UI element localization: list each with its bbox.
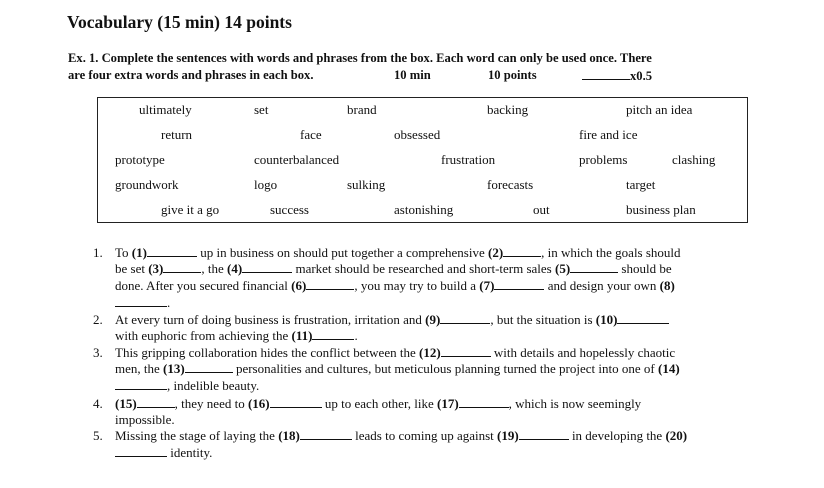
score-blank[interactable] [582, 68, 630, 80]
time-label: 10 min [394, 68, 431, 82]
sentence-line [115, 345, 675, 360]
blank-number: (12) [418, 345, 441, 360]
blank-number: (6) [291, 278, 307, 293]
sentence-line [115, 445, 212, 460]
answer-blank[interactable] [617, 312, 669, 324]
page-title: Vocabulary (15 min) 14 points [67, 12, 292, 32]
sentence-text: , in which the goals should [541, 245, 681, 260]
blank-number: (9) [425, 312, 441, 327]
sentence-line [115, 412, 175, 427]
answer-blank[interactable] [242, 261, 292, 273]
word-box-item: brand [347, 102, 377, 117]
blank-number: (13) [163, 361, 185, 376]
sentence-line [115, 295, 170, 310]
instruction-line-2: are four extra words and phrases in each box. [68, 68, 314, 82]
sentence-text: done. After you secured financial [115, 278, 292, 293]
answer-blank[interactable] [306, 278, 354, 290]
answer-blank[interactable] [570, 261, 618, 273]
sentence-text: leads to coming up against [351, 428, 498, 443]
word-box-item: out [533, 202, 550, 217]
item-number: 3. [93, 345, 103, 360]
item-number: 5. [93, 428, 103, 443]
answer-blank[interactable] [185, 361, 233, 373]
sentence-line [115, 261, 672, 276]
blank-number: (19) [497, 428, 519, 443]
blank-number: (16) [247, 396, 270, 411]
answer-blank[interactable] [300, 428, 352, 440]
sentence-text: , but the situation is [490, 312, 596, 327]
sentence-text: . [354, 328, 358, 343]
word-box-item: pitch an idea [626, 102, 693, 117]
instruction-line-1: Ex. 1. Complete the sentences with words and phrases from the box. Each word can only be used once. There [68, 51, 652, 65]
word-box-item: forecasts [487, 177, 534, 192]
sentence-text: in developing the [568, 428, 666, 443]
blank-number: (11) [291, 328, 313, 343]
sentence-text: with euphoric from achieving the [115, 328, 292, 343]
sentence-text: , which is now seemingly [508, 396, 642, 411]
word-box-item: target [626, 177, 656, 192]
sentence-text: , you may try to build a [354, 278, 480, 293]
word-box-item: astonishing [394, 202, 454, 217]
sentence-text: impossible. [115, 412, 175, 427]
blank-number: (1) [131, 245, 147, 260]
item-number: 2. [93, 312, 103, 327]
word-box-item: give it a go [161, 202, 220, 217]
word-box-item: groundwork [115, 177, 179, 192]
sentence-text: market should be researched and short-term sales [292, 261, 555, 276]
word-box-item: obsessed [394, 127, 441, 142]
sentence-text: be set [115, 261, 149, 276]
answer-blank[interactable] [312, 328, 354, 340]
blank-number: (8) [659, 278, 675, 293]
sentence-line [115, 278, 675, 293]
score-multiplier [582, 68, 652, 84]
answer-blank[interactable] [115, 295, 167, 307]
blank-number: (15) [115, 396, 137, 411]
answer-blank[interactable] [459, 396, 509, 408]
sentence-line [115, 245, 681, 260]
blank-number: (4) [227, 261, 243, 276]
sentence-line [115, 378, 259, 393]
answer-blank[interactable] [494, 278, 544, 290]
sentence-text: . [167, 295, 171, 310]
word-box-item: set [254, 102, 269, 117]
word-box-item: sulking [347, 177, 386, 192]
blank-number: (10) [595, 312, 618, 327]
sentence-text: , indelible beauty. [167, 378, 260, 393]
answer-blank[interactable] [163, 261, 201, 273]
answer-blank[interactable] [440, 312, 490, 324]
blank-number: (5) [555, 261, 571, 276]
blank-number: (3) [148, 261, 164, 276]
sentence-line [115, 396, 641, 411]
blank-number: (17) [437, 396, 459, 411]
sentence-text: Missing the stage of laying the [115, 428, 279, 443]
multiplier-text: x0.5 [630, 69, 653, 83]
answer-blank[interactable] [137, 396, 175, 408]
item-number: 1. [93, 245, 103, 260]
answer-blank[interactable] [519, 428, 569, 440]
sentence-text: should be [618, 261, 672, 276]
sentence-line [115, 312, 669, 327]
sentence-text: , the [201, 261, 228, 276]
blank-number: (7) [479, 278, 495, 293]
answer-blank[interactable] [115, 378, 167, 390]
sentence-text: and design your own [544, 278, 660, 293]
sentence-text: , they need to [174, 396, 248, 411]
blank-number: (20) [665, 428, 688, 443]
sentence-line [115, 361, 680, 376]
sentence-text: up to each other, like [321, 396, 437, 411]
sentence-text: with details and hopelessly chaotic [490, 345, 676, 360]
sentence-text: This gripping collaboration hides the conflict between the [115, 345, 419, 360]
sentence-text: up in business on should put together a comprehensive [196, 245, 488, 260]
points-label: 10 points [488, 68, 537, 82]
word-box-item: backing [487, 102, 529, 117]
sentence-text: To [115, 245, 132, 260]
answer-blank[interactable] [147, 245, 197, 257]
sentence-text: identity. [167, 445, 213, 460]
word-box-item: prototype [115, 152, 165, 167]
blank-number: (14) [657, 361, 680, 376]
word-box-item: ultimately [139, 102, 192, 117]
word-box-item: fire and ice [579, 127, 638, 142]
word-box-item: problems [579, 152, 628, 167]
sentence-text: men, the [115, 361, 164, 376]
blank-number: (18) [278, 428, 300, 443]
word-box-item: business plan [626, 202, 696, 217]
answer-blank[interactable] [270, 396, 322, 408]
word-box-item: face [300, 127, 322, 142]
word-box-item: clashing [672, 152, 716, 167]
sentence-line [115, 328, 358, 343]
word-box-item: logo [254, 177, 278, 192]
answer-blank[interactable] [115, 445, 167, 457]
sentence-text: personalities and cultures, but meticulous planning turned the project into one of [232, 361, 658, 376]
blank-number: (2) [487, 245, 504, 260]
sentence-text: At every turn of doing business is frustration, irritation and [115, 312, 426, 327]
sentence-line [115, 428, 687, 443]
item-number: 4. [93, 396, 103, 411]
word-box-item: frustration [441, 152, 496, 167]
word-box-item: success [270, 202, 309, 217]
word-box-item: return [161, 127, 193, 142]
answer-blank[interactable] [503, 245, 541, 257]
answer-blank[interactable] [441, 345, 491, 357]
word-box-item: counterbalanced [254, 152, 340, 167]
